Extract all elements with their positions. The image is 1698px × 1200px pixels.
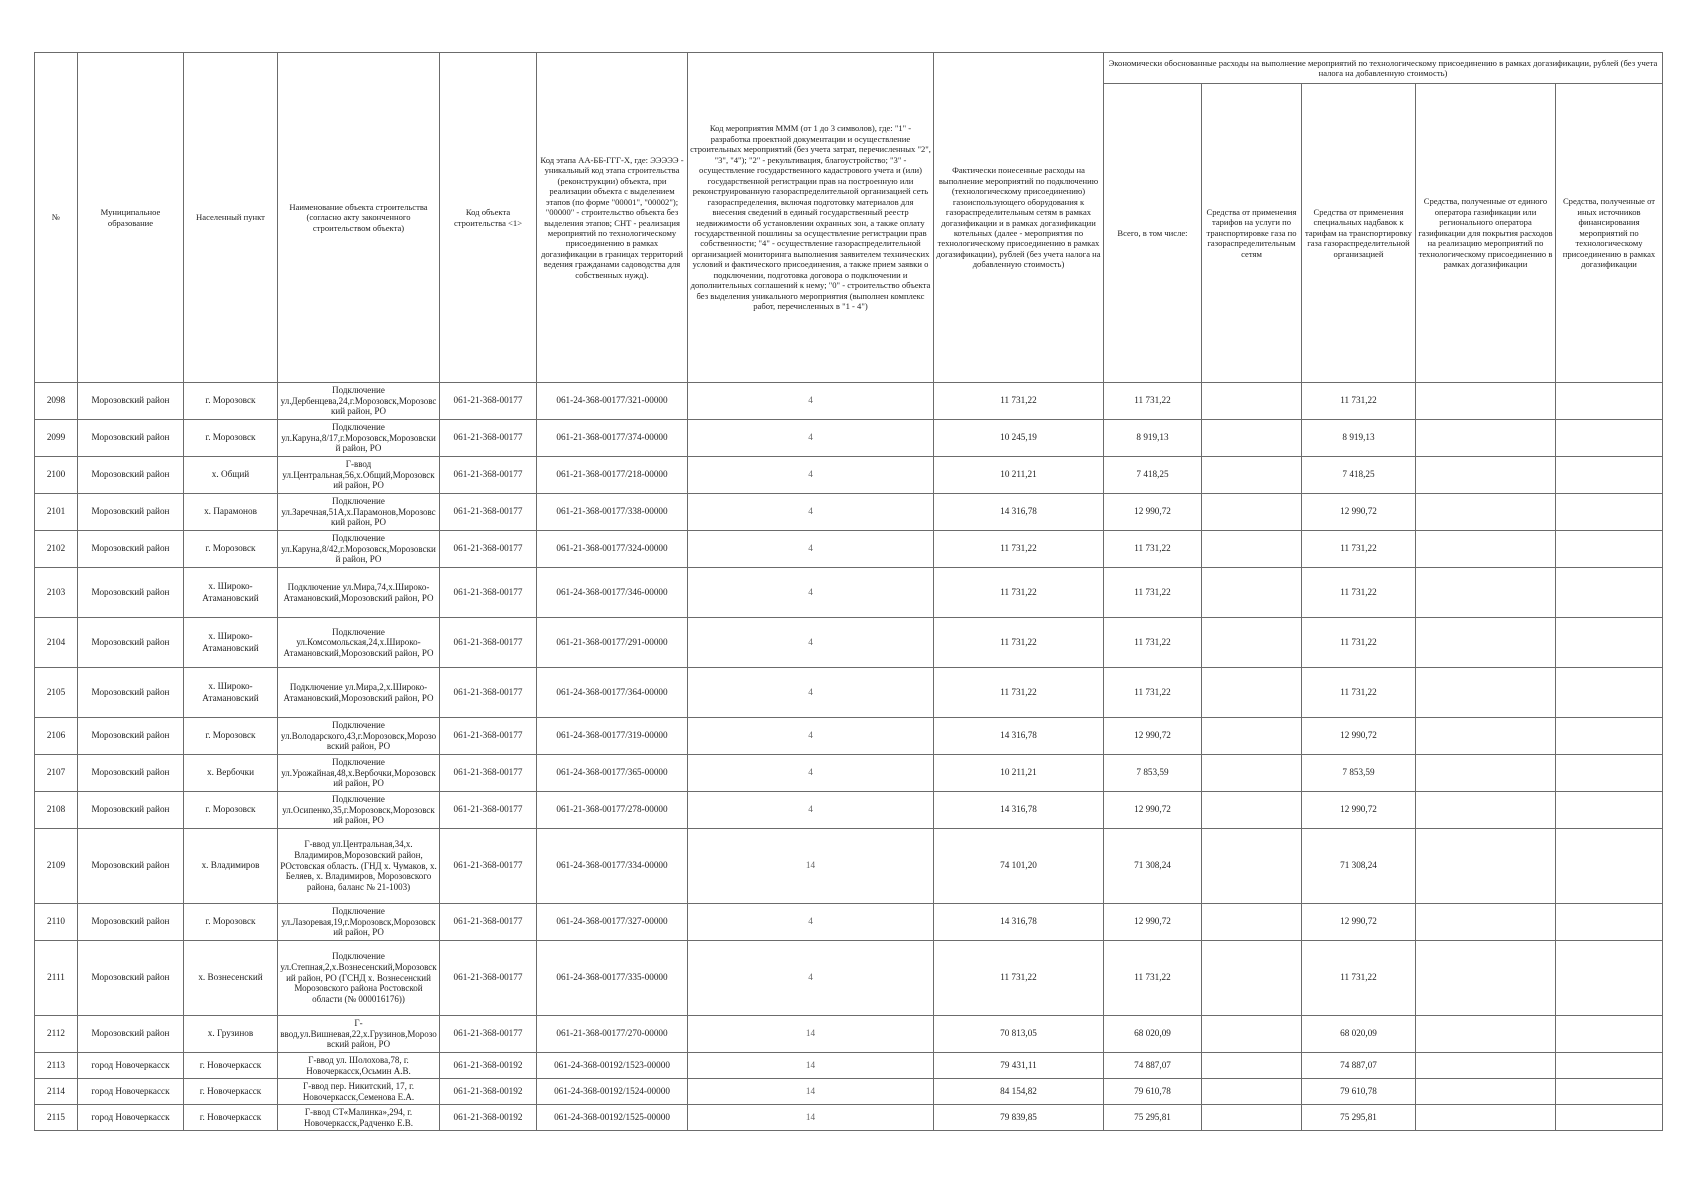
cell-event-code: 4 <box>688 531 934 568</box>
table-row <box>35 718 1663 755</box>
cell-num: 2101 <box>35 494 78 531</box>
cell-municipality: Морозовский район <box>78 941 184 1016</box>
cell-object-code: 061-21-368-00177 <box>440 904 537 941</box>
cell-tariff-transport <box>1202 531 1302 568</box>
cell-tariff-transport <box>1202 1053 1302 1079</box>
cell-event-code: 4 <box>688 494 934 531</box>
cell-event-code: 4 <box>688 618 934 668</box>
table-row <box>35 668 1663 718</box>
cell-tariff-transport <box>1202 668 1302 718</box>
cell-special-markups: 12 990,72 <box>1302 792 1416 829</box>
cell-object-code: 061-21-368-00177 <box>440 618 537 668</box>
cell-special-markups: 75 295,81 <box>1302 1105 1416 1131</box>
cell-other-sources <box>1556 420 1663 457</box>
cell-num: 2106 <box>35 718 78 755</box>
cell-tariff-transport <box>1202 1079 1302 1105</box>
cell-object-code: 061-21-368-00192 <box>440 1079 537 1105</box>
cell-other-sources <box>1556 829 1663 904</box>
cell-object-name: Подключение ул.Заречная,51А,х.Парамонов,Морозовский район, РО <box>278 494 440 531</box>
cell-locality: г. Морозовск <box>184 792 278 829</box>
cell-locality: г. Морозовск <box>184 420 278 457</box>
cell-object-code: 061-21-368-00177 <box>440 755 537 792</box>
cell-actual-costs: 11 731,22 <box>934 668 1104 718</box>
cell-tariff-transport <box>1202 941 1302 1016</box>
cell-municipality: Морозовский район <box>78 494 184 531</box>
table-row <box>35 457 1663 494</box>
cell-event-code: 4 <box>688 383 934 420</box>
cell-single-operator <box>1416 494 1556 531</box>
header-object-code: Код объекта строительства <1> <box>440 53 537 383</box>
table-body <box>35 383 1663 1131</box>
cell-event-code: 4 <box>688 668 934 718</box>
cell-municipality: Морозовский район <box>78 718 184 755</box>
cell-stage-code: 061-24-368-00177/327-00000 <box>537 904 688 941</box>
cell-municipality: город Новочеркасск <box>78 1053 184 1079</box>
cell-object-code: 061-21-368-00192 <box>440 1053 537 1079</box>
cell-single-operator <box>1416 1016 1556 1053</box>
header-municipality: Муниципальное образование <box>78 53 184 383</box>
cell-stage-code: 061-21-368-00177/324-00000 <box>537 531 688 568</box>
table-row <box>35 755 1663 792</box>
cell-locality: х. Парамонов <box>184 494 278 531</box>
cell-actual-costs: 10 211,21 <box>934 457 1104 494</box>
cell-locality: х. Владимиров <box>184 829 278 904</box>
cell-event-code: 4 <box>688 718 934 755</box>
cell-other-sources <box>1556 568 1663 618</box>
cell-tariff-transport <box>1202 618 1302 668</box>
header-justified-costs: Экономически обоснованные расходы на выполнение мероприятий по технологическому присоединению в рамках догазификации, рублей (без учета налога на добавленную стоимость) <box>1104 53 1663 84</box>
cell-locality: х. Грузинов <box>184 1016 278 1053</box>
cell-total: 7 418,25 <box>1104 457 1202 494</box>
table-row <box>35 568 1663 618</box>
table-row <box>35 383 1663 420</box>
cost-table <box>34 52 1663 1131</box>
cell-total: 12 990,72 <box>1104 494 1202 531</box>
table-row <box>35 941 1663 1016</box>
cell-other-sources <box>1556 941 1663 1016</box>
cell-tariff-transport <box>1202 420 1302 457</box>
cell-special-markups: 68 020,09 <box>1302 1016 1416 1053</box>
header-total: Всего, в том числе: <box>1104 84 1202 383</box>
cell-object-code: 061-21-368-00177 <box>440 792 537 829</box>
cell-locality: г. Морозовск <box>184 718 278 755</box>
cell-locality: х. Широко-Атамановский <box>184 668 278 718</box>
cell-single-operator <box>1416 1105 1556 1131</box>
cell-object-name: Г-ввод,ул.Вишневая,22,х.Грузинов,Морозовский район, РО <box>278 1016 440 1053</box>
cell-other-sources <box>1556 718 1663 755</box>
cell-special-markups: 12 990,72 <box>1302 904 1416 941</box>
cell-event-code: 14 <box>688 1053 934 1079</box>
cell-municipality: Морозовский район <box>78 755 184 792</box>
cell-object-code: 061-21-368-00177 <box>440 420 537 457</box>
cell-special-markups: 71 308,24 <box>1302 829 1416 904</box>
cell-actual-costs: 84 154,82 <box>934 1079 1104 1105</box>
cell-single-operator <box>1416 1079 1556 1105</box>
header-event-code: Код мероприятия МММ (от 1 до 3 символов), где: "1" - разработка проектной документации и осуществление строительных мероприятий (без учета затрат, перечисленных "2", "3", "4"); "2" - рекультивация, благоустройство; "3" - осуществление государственного кадастрового учета и (или) государственной регистрации прав на построенную или реконструированную газораспределительной организацией сеть газораспределения, включая подготовку материалов для внесения сведений в единый государственный реестр недвижимости об установлении охранных зон, а также оплату государственной пошлины за осуществление регистрации прав собственности; "4" - осуществление газораспределительной организацией мониторинга выполнения заявителем технических условий и фактического присоединения, а также прием заявки о подключении, подготовка договора о подключении и дополнительных соглашений к нему; "0" - строительство объекта без выделения уникального мероприятия (выполнен комплекс работ, перечисленных в "1 - 4") <box>688 53 934 383</box>
cell-other-sources <box>1556 1053 1663 1079</box>
cell-other-sources <box>1556 457 1663 494</box>
cell-single-operator <box>1416 755 1556 792</box>
cell-special-markups: 7 853,59 <box>1302 755 1416 792</box>
cell-object-name: Подключение ул.Лазоревая,19,г.Морозовск,Морозовский район, РО <box>278 904 440 941</box>
cell-num: 2113 <box>35 1053 78 1079</box>
cell-total: 11 731,22 <box>1104 941 1202 1016</box>
cell-total: 71 308,24 <box>1104 829 1202 904</box>
cell-municipality: город Новочеркасск <box>78 1105 184 1131</box>
cell-num: 2115 <box>35 1105 78 1131</box>
cell-other-sources <box>1556 531 1663 568</box>
cell-object-name: Г-ввод СТ«Малинка»,294, г. Новочеркасск,Радченко Е.В. <box>278 1105 440 1131</box>
cell-tariff-transport <box>1202 457 1302 494</box>
cell-special-markups: 12 990,72 <box>1302 718 1416 755</box>
cell-other-sources <box>1556 618 1663 668</box>
cell-other-sources <box>1556 755 1663 792</box>
cell-locality: г. Морозовск <box>184 904 278 941</box>
cell-locality: г. Морозовск <box>184 531 278 568</box>
cell-special-markups: 11 731,22 <box>1302 618 1416 668</box>
cell-special-markups: 11 731,22 <box>1302 941 1416 1016</box>
cell-single-operator <box>1416 531 1556 568</box>
cell-object-code: 061-21-368-00177 <box>440 1016 537 1053</box>
cell-single-operator <box>1416 457 1556 494</box>
cell-actual-costs: 11 731,22 <box>934 531 1104 568</box>
cell-num: 2110 <box>35 904 78 941</box>
cell-other-sources <box>1556 668 1663 718</box>
cell-stage-code: 061-21-368-00177/218-00000 <box>537 457 688 494</box>
cell-municipality: Морозовский район <box>78 568 184 618</box>
cell-object-code: 061-21-368-00192 <box>440 1105 537 1131</box>
table-row <box>35 1079 1663 1105</box>
cell-object-code: 061-21-368-00177 <box>440 941 537 1016</box>
cell-single-operator <box>1416 1053 1556 1079</box>
cell-object-name: Подключение ул.Каруна,8/42,г.Морозовск,Морозовский район, РО <box>278 531 440 568</box>
cell-special-markups: 7 418,25 <box>1302 457 1416 494</box>
cell-locality: г. Морозовск <box>184 383 278 420</box>
header-locality: Населенный пункт <box>184 53 278 383</box>
cell-object-name: Подключение ул.Володарского,43,г.Морозовск,Морозовский район, РО <box>278 718 440 755</box>
cell-actual-costs: 70 813,05 <box>934 1016 1104 1053</box>
cell-object-code: 061-21-368-00177 <box>440 457 537 494</box>
cell-num: 2112 <box>35 1016 78 1053</box>
cell-stage-code: 061-24-368-00192/1524-00000 <box>537 1079 688 1105</box>
cell-event-code: 4 <box>688 568 934 618</box>
cell-stage-code: 061-21-368-00177/374-00000 <box>537 420 688 457</box>
cell-locality: х. Широко-Атамановский <box>184 568 278 618</box>
cell-object-name: Подключение ул.Дербенцева,24,г.Морозовск,Морозовский район, РО <box>278 383 440 420</box>
table-row <box>35 1053 1663 1079</box>
cell-other-sources <box>1556 792 1663 829</box>
cell-municipality: Морозовский район <box>78 383 184 420</box>
header-single-operator: Средства, полученные от единого оператора газификации или регионального оператора газификации для покрытия расходов на реализацию мероприятий по технологическому присоединению в рамках догазификации <box>1416 84 1556 383</box>
cell-object-name: Г-ввод ул.Центральная,34,х. Владимиров,Морозовский район, РОстовская область. (ГНД х. Чумаков, х. Беляев, х. Владимиров, Морозовского района, баланс № 21-1003) <box>278 829 440 904</box>
cell-other-sources <box>1556 1016 1663 1053</box>
cell-num: 2107 <box>35 755 78 792</box>
cell-tariff-transport <box>1202 568 1302 618</box>
header-stage-code: Код этапа АА-ББ-ГГГ-Х, где: ЭЭЭЭЭ - уникальный код этапа строительства (реконструкции) объекта, при реализации объекта с выделением этапов (по форме "00001", "00002"); "00000" - строительство объекта без выделения этапов; СНТ - реализация мероприятий по технологическому присоединению в рамках догазификации в границах территорий ведения гражданами садоводства для собственных нужд). <box>537 53 688 383</box>
cell-num: 2111 <box>35 941 78 1016</box>
cell-object-code: 061-21-368-00177 <box>440 383 537 420</box>
cell-actual-costs: 14 316,78 <box>934 718 1104 755</box>
cell-total: 7 853,59 <box>1104 755 1202 792</box>
cell-municipality: Морозовский район <box>78 457 184 494</box>
cell-special-markups: 8 919,13 <box>1302 420 1416 457</box>
cell-num: 2104 <box>35 618 78 668</box>
cell-single-operator <box>1416 829 1556 904</box>
cell-locality: г. Новочеркасск <box>184 1053 278 1079</box>
cell-stage-code: 061-24-368-00177/321-00000 <box>537 383 688 420</box>
cell-municipality: город Новочеркасск <box>78 1079 184 1105</box>
header-special-markups: Средства от применения специальных надбавок к тарифам на транспортировку газа газораспределительной организацией <box>1302 84 1416 383</box>
cell-num: 2102 <box>35 531 78 568</box>
cell-object-code: 061-21-368-00177 <box>440 568 537 618</box>
cell-stage-code: 061-24-368-00177/364-00000 <box>537 668 688 718</box>
cell-event-code: 4 <box>688 755 934 792</box>
cell-special-markups: 11 731,22 <box>1302 383 1416 420</box>
cell-object-name: Подключение ул.Каруна,8/17,г.Морозовск,Морозовский район, РО <box>278 420 440 457</box>
cell-event-code: 4 <box>688 904 934 941</box>
cell-municipality: Морозовский район <box>78 531 184 568</box>
cell-stage-code: 061-21-368-00177/270-00000 <box>537 1016 688 1053</box>
cell-tariff-transport <box>1202 718 1302 755</box>
cell-tariff-transport <box>1202 755 1302 792</box>
cell-locality: г. Новочеркасск <box>184 1105 278 1131</box>
cell-stage-code: 061-24-368-00192/1525-00000 <box>537 1105 688 1131</box>
cell-actual-costs: 11 731,22 <box>934 618 1104 668</box>
cell-object-name: Подключение ул.Комсомольская,24,х.Широко-Атамановский,Морозовский район, РО <box>278 618 440 668</box>
table-row <box>35 829 1663 904</box>
cell-tariff-transport <box>1202 1016 1302 1053</box>
cell-object-name: Подключение ул.Мира,74,х.Широко-Атамановский,Морозовский район, РО <box>278 568 440 618</box>
cell-num: 2105 <box>35 668 78 718</box>
cell-object-name: Подключение ул.Осипенко,35,г.Морозовск,Морозовский район, РО <box>278 792 440 829</box>
cell-object-code: 061-21-368-00177 <box>440 718 537 755</box>
cell-actual-costs: 11 731,22 <box>934 941 1104 1016</box>
cell-num: 2108 <box>35 792 78 829</box>
cell-event-code: 14 <box>688 1105 934 1131</box>
header-tariff-transport: Средства от применения тарифов на услуги по транспортировке газа по газораспределительным сетям <box>1202 84 1302 383</box>
cell-locality: г. Новочеркасск <box>184 1079 278 1105</box>
cell-special-markups: 74 887,07 <box>1302 1053 1416 1079</box>
cell-special-markups: 12 990,72 <box>1302 494 1416 531</box>
cell-other-sources <box>1556 494 1663 531</box>
cell-actual-costs: 11 731,22 <box>934 383 1104 420</box>
cell-num: 2114 <box>35 1079 78 1105</box>
cell-single-operator <box>1416 568 1556 618</box>
cell-single-operator <box>1416 792 1556 829</box>
cell-total: 68 020,09 <box>1104 1016 1202 1053</box>
cell-num: 2100 <box>35 457 78 494</box>
cell-object-name: Г-ввод пер. Никитский, 17, г. Новочеркасск,Семенова Е.А. <box>278 1079 440 1105</box>
cell-actual-costs: 10 211,21 <box>934 755 1104 792</box>
table-row <box>35 1105 1663 1131</box>
cell-locality: х. Общий <box>184 457 278 494</box>
cell-single-operator <box>1416 941 1556 1016</box>
cell-municipality: Морозовский район <box>78 420 184 457</box>
cell-actual-costs: 14 316,78 <box>934 494 1104 531</box>
cell-locality: х. Вознесенский <box>184 941 278 1016</box>
cell-special-markups: 11 731,22 <box>1302 531 1416 568</box>
cell-num: 2098 <box>35 383 78 420</box>
cell-municipality: Морозовский район <box>78 792 184 829</box>
cell-total: 11 731,22 <box>1104 618 1202 668</box>
cell-special-markups: 79 610,78 <box>1302 1079 1416 1105</box>
cell-stage-code: 061-24-368-00177/334-00000 <box>537 829 688 904</box>
cell-single-operator <box>1416 904 1556 941</box>
cell-tariff-transport <box>1202 792 1302 829</box>
cell-single-operator <box>1416 618 1556 668</box>
cell-actual-costs: 14 316,78 <box>934 792 1104 829</box>
cell-actual-costs: 14 316,78 <box>934 904 1104 941</box>
cell-object-name: Г-ввод ул.Центральная,56,х.Общий,Морозовский район, РО <box>278 457 440 494</box>
cell-municipality: Морозовский район <box>78 618 184 668</box>
header-other-sources: Средства, полученные от иных источников финансирования мероприятий по технологическому присоединению в рамках догазификации <box>1556 84 1663 383</box>
cell-event-code: 14 <box>688 1016 934 1053</box>
cell-stage-code: 061-21-368-00177/338-00000 <box>537 494 688 531</box>
table-row <box>35 904 1663 941</box>
cell-actual-costs: 74 101,20 <box>934 829 1104 904</box>
cell-other-sources <box>1556 1079 1663 1105</box>
cell-total: 11 731,22 <box>1104 668 1202 718</box>
cell-tariff-transport <box>1202 829 1302 904</box>
cell-event-code: 14 <box>688 1079 934 1105</box>
cell-total: 11 731,22 <box>1104 383 1202 420</box>
cell-single-operator <box>1416 383 1556 420</box>
cell-single-operator <box>1416 718 1556 755</box>
cell-event-code: 4 <box>688 457 934 494</box>
cell-num: 2109 <box>35 829 78 904</box>
table-row <box>35 618 1663 668</box>
cell-object-name: Г-ввод ул. Шолохова,78, г. Новочеркасск,Осьмин А.В. <box>278 1053 440 1079</box>
cell-total: 11 731,22 <box>1104 568 1202 618</box>
cell-object-code: 061-21-368-00177 <box>440 668 537 718</box>
cell-num: 2099 <box>35 420 78 457</box>
cell-total: 12 990,72 <box>1104 792 1202 829</box>
cell-municipality: Морозовский район <box>78 668 184 718</box>
cell-other-sources <box>1556 1105 1663 1131</box>
table-row <box>35 494 1663 531</box>
cell-stage-code: 061-21-368-00177/291-00000 <box>537 618 688 668</box>
cell-stage-code: 061-24-368-00177/319-00000 <box>537 718 688 755</box>
cell-actual-costs: 10 245,19 <box>934 420 1104 457</box>
cell-total: 74 887,07 <box>1104 1053 1202 1079</box>
cell-object-code: 061-21-368-00177 <box>440 494 537 531</box>
cell-special-markups: 11 731,22 <box>1302 568 1416 618</box>
header-object-name: Наименование объекта строительства (согласно акту законченного строительством объекта) <box>278 53 440 383</box>
cell-object-name: Подключение ул.Мира,2,х.Широко-Атамановский,Морозовский район, РО <box>278 668 440 718</box>
cell-single-operator <box>1416 668 1556 718</box>
cell-tariff-transport <box>1202 904 1302 941</box>
cell-event-code: 4 <box>688 420 934 457</box>
cell-single-operator <box>1416 420 1556 457</box>
cell-total: 12 990,72 <box>1104 718 1202 755</box>
cell-other-sources <box>1556 383 1663 420</box>
cell-actual-costs: 11 731,22 <box>934 568 1104 618</box>
cell-total: 11 731,22 <box>1104 531 1202 568</box>
cell-actual-costs: 79 839,85 <box>934 1105 1104 1131</box>
cell-total: 75 295,81 <box>1104 1105 1202 1131</box>
cell-stage-code: 061-24-368-00177/365-00000 <box>537 755 688 792</box>
cell-object-code: 061-21-368-00177 <box>440 531 537 568</box>
cell-other-sources <box>1556 904 1663 941</box>
cell-municipality: Морозовский район <box>78 829 184 904</box>
header-num: № <box>35 53 78 383</box>
cell-event-code: 4 <box>688 792 934 829</box>
table-row <box>35 531 1663 568</box>
cell-tariff-transport <box>1202 1105 1302 1131</box>
cell-locality: х. Широко-Атамановский <box>184 618 278 668</box>
cell-event-code: 14 <box>688 829 934 904</box>
cell-stage-code: 061-24-368-00177/335-00000 <box>537 941 688 1016</box>
cell-municipality: Морозовский район <box>78 904 184 941</box>
cell-municipality: Морозовский район <box>78 1016 184 1053</box>
table-row <box>35 792 1663 829</box>
cell-total: 79 610,78 <box>1104 1079 1202 1105</box>
cell-actual-costs: 79 431,11 <box>934 1053 1104 1079</box>
header-actual-costs: Фактически понесенные расходы на выполнение мероприятий по подключению (технологическому присоединению) газоиспользующего оборудования к газораспределительным сетям в рамках догазификации и в рамках догазификации котельных (далее - мероприятия по технологическому присоединению в рамках догазификации), рублей (без учета налога на добавленную стоимость) <box>934 53 1104 383</box>
cell-tariff-transport <box>1202 494 1302 531</box>
cell-object-code: 061-21-368-00177 <box>440 829 537 904</box>
cell-event-code: 4 <box>688 941 934 1016</box>
cell-stage-code: 061-24-368-00192/1523-00000 <box>537 1053 688 1079</box>
cell-total: 8 919,13 <box>1104 420 1202 457</box>
table-row <box>35 1016 1663 1053</box>
cell-num: 2103 <box>35 568 78 618</box>
cell-total: 12 990,72 <box>1104 904 1202 941</box>
cell-tariff-transport <box>1202 383 1302 420</box>
cell-stage-code: 061-21-368-00177/278-00000 <box>537 792 688 829</box>
cell-object-name: Подключение ул.Урожайная,48,х.Вербочки,Морозовский район, РО <box>278 755 440 792</box>
table-row <box>35 420 1663 457</box>
cell-stage-code: 061-24-368-00177/346-00000 <box>537 568 688 618</box>
cell-locality: х. Вербочки <box>184 755 278 792</box>
cell-special-markups: 11 731,22 <box>1302 668 1416 718</box>
cell-object-name: Подключение ул.Степная,2,х.Вознесенский,Морозовский район, РО (ГСНД х. Вознесенский Морозовского района Ростовской области (№ 000016176)) <box>278 941 440 1016</box>
